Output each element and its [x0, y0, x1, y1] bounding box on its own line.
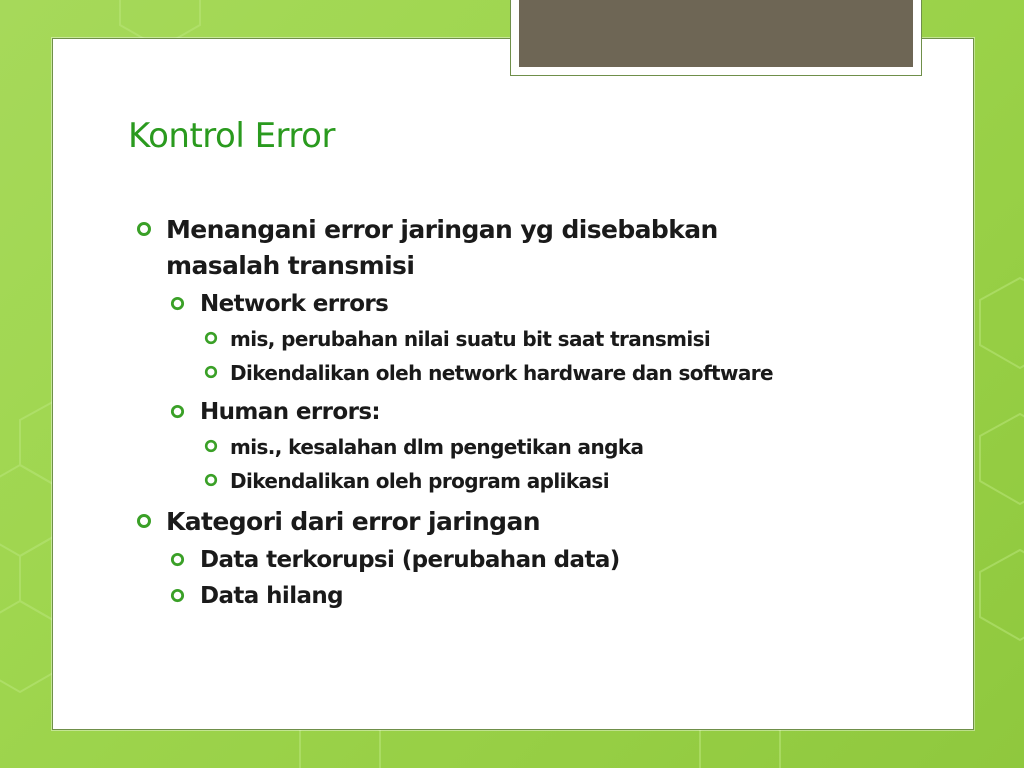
hollow-circle-bullet-icon — [204, 365, 218, 379]
bullet-text: Dikendalikan oleh network hardware dan software — [230, 361, 774, 385]
bullet-item — [134, 396, 834, 428]
bullet-text: Dikendalikan oleh program aplikasi — [230, 469, 609, 493]
decorative-top-box-fill — [519, 0, 913, 67]
hollow-circle-bullet-icon — [136, 513, 152, 529]
bullet-text: mis., kesalahan dlm pengetikan angka — [230, 435, 644, 459]
bullet-item — [134, 580, 834, 612]
bullet-list — [134, 212, 834, 612]
hollow-circle-bullet-icon — [204, 331, 218, 345]
hollow-circle-bullet-icon — [170, 588, 185, 603]
bullet-item — [134, 288, 834, 320]
hollow-circle-bullet-icon — [170, 296, 185, 311]
bullet-item — [134, 324, 834, 354]
hollow-circle-bullet-icon — [170, 552, 185, 567]
bullet-item — [134, 212, 834, 284]
bullet-text: Kategori dari error jaringan — [166, 507, 540, 536]
bullet-text: Data terkorupsi (perubahan data) — [200, 547, 620, 573]
bullet-text: Network errors — [200, 291, 389, 317]
hollow-circle-bullet-icon — [204, 473, 218, 487]
hollow-circle-bullet-icon — [170, 404, 185, 419]
bullet-item — [134, 432, 834, 462]
slide-title: Kontrol Error — [128, 116, 335, 156]
bullet-text: Data hilang — [200, 583, 344, 609]
hollow-circle-bullet-icon — [136, 221, 152, 237]
bullet-item — [134, 466, 834, 496]
bullet-text: Human errors: — [200, 399, 381, 425]
bullet-text: mis, perubahan nilai suatu bit saat transmisi — [230, 327, 711, 351]
bullet-text: Menangani error jaringan yg disebabkan masalah transmisi — [166, 215, 718, 280]
decorative-top-box — [510, 0, 922, 76]
bullet-item — [134, 504, 834, 540]
bullet-item — [134, 358, 834, 388]
hollow-circle-bullet-icon — [204, 439, 218, 453]
bullet-item — [134, 544, 834, 576]
